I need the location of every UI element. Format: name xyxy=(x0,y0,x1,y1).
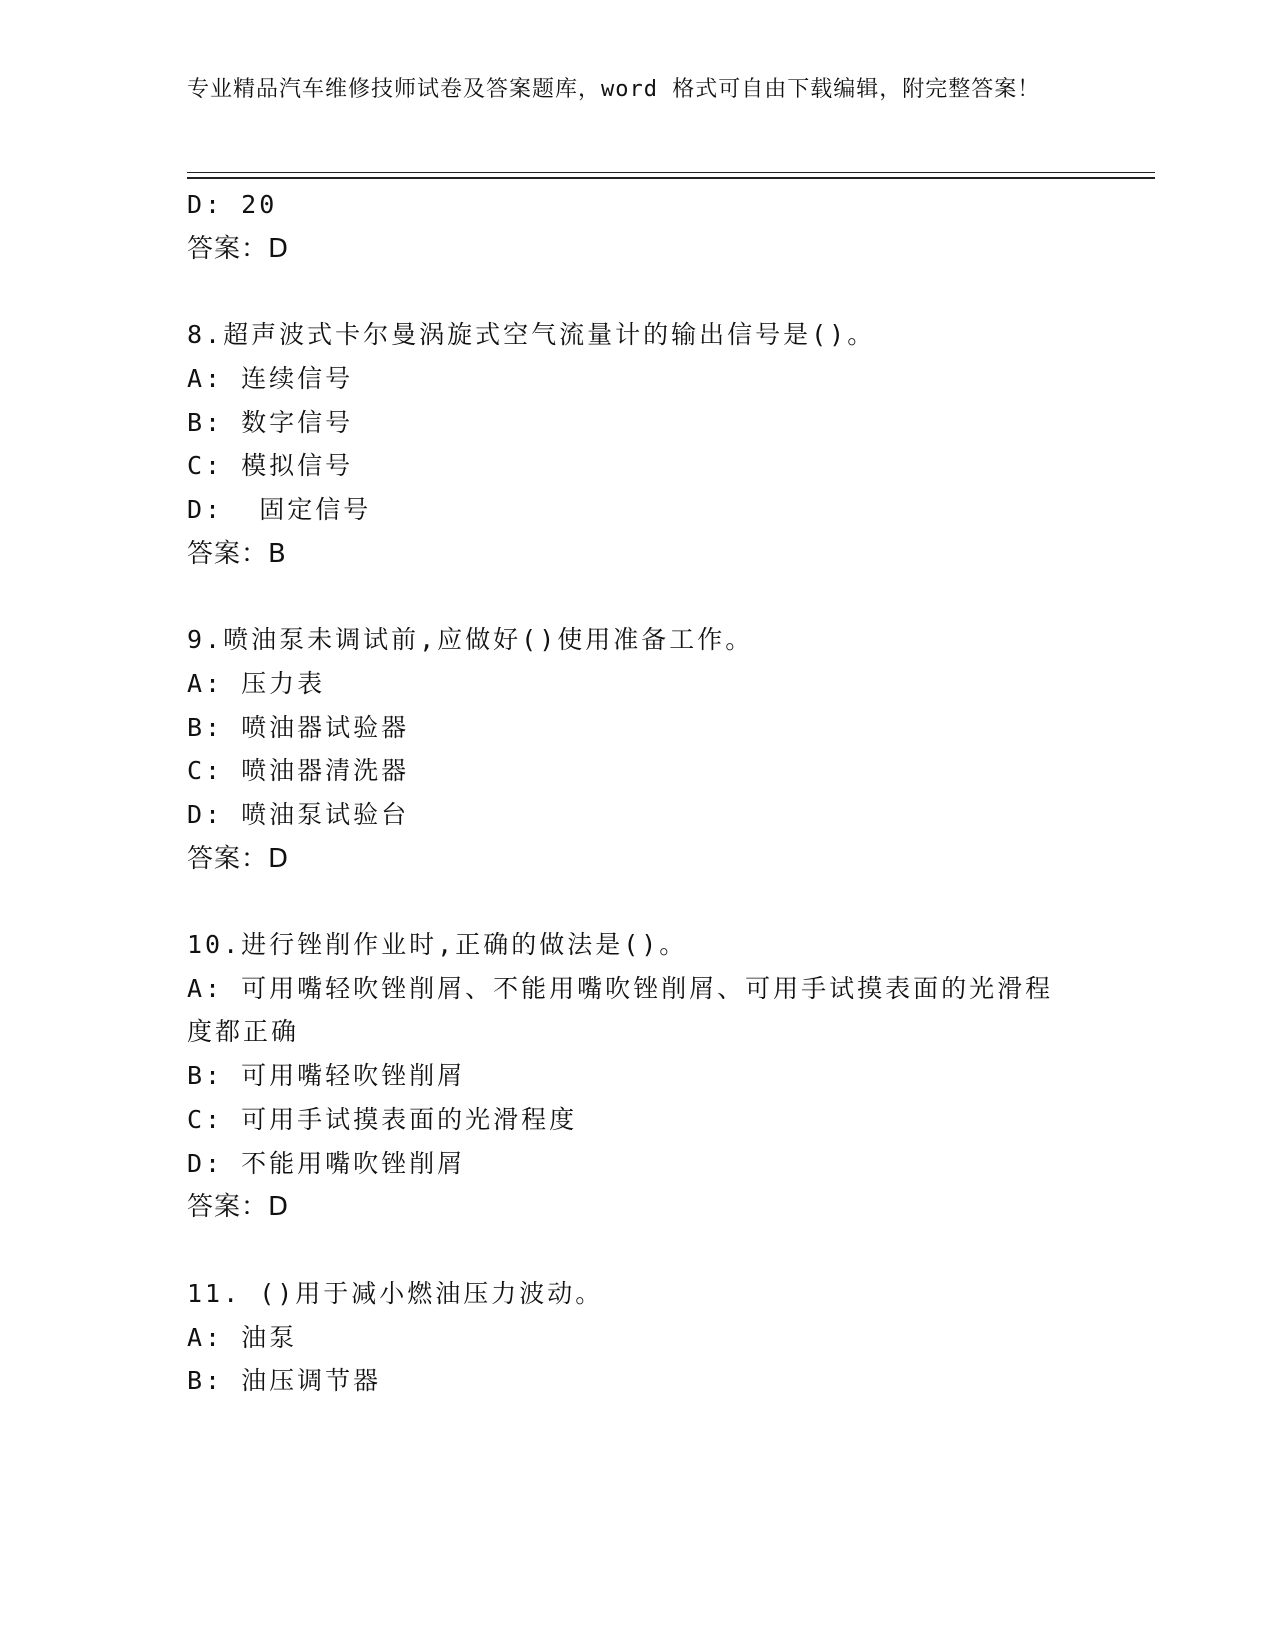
option-c: C: 模拟信号 xyxy=(187,451,354,480)
question-stem: 9.喷油泵未调试前,应做好()使用准备工作。 xyxy=(187,625,754,654)
option-a-continued: 度都正确 xyxy=(187,1017,300,1046)
option-a: A: 可用嘴轻吹锉削屑、不能用嘴吹锉削屑、可用手试摸表面的光滑程 xyxy=(187,974,1054,1003)
option-b: B: 可用嘴轻吹锉削屑 xyxy=(187,1061,466,1090)
option-d: D: 喷油泵试验台 xyxy=(187,800,410,829)
answer-line: 答案：B xyxy=(187,539,287,569)
question-stem: 10.进行锉削作业时,正确的做法是()。 xyxy=(187,930,688,959)
question-stem: 8.超声波式卡尔曼涡旋式空气流量计的输出信号是()。 xyxy=(187,320,876,349)
option-a: A: 连续信号 xyxy=(187,364,354,393)
option-a: A: 油泵 xyxy=(187,1323,298,1352)
option-d: D: 固定信号 xyxy=(187,495,372,524)
answer-line: 答案：D xyxy=(187,1192,290,1222)
document-header: 专业精品汽车维修技师试卷及答案题库，word 格式可自由下载编辑，附完整答案！ xyxy=(187,77,1041,102)
answer-line: 答案：D xyxy=(187,844,290,874)
option-d: D: 不能用嘴吹锉削屑 xyxy=(187,1149,466,1178)
option-b: B: 数字信号 xyxy=(187,408,354,437)
answer-line: 答案：D xyxy=(187,234,290,264)
question-stem: 11. ()用于减小燃油压力波动。 xyxy=(187,1279,604,1308)
option-b: B: 喷油器试验器 xyxy=(187,713,410,742)
option-c: C: 可用手试摸表面的光滑程度 xyxy=(187,1105,578,1134)
option-d: D: 20 xyxy=(187,190,278,219)
header-divider-thick xyxy=(187,177,1155,179)
option-c: C: 喷油器清洗器 xyxy=(187,756,410,785)
header-divider-thin xyxy=(187,172,1155,173)
option-a: A: 压力表 xyxy=(187,669,326,698)
option-b: B: 油压调节器 xyxy=(187,1366,382,1395)
